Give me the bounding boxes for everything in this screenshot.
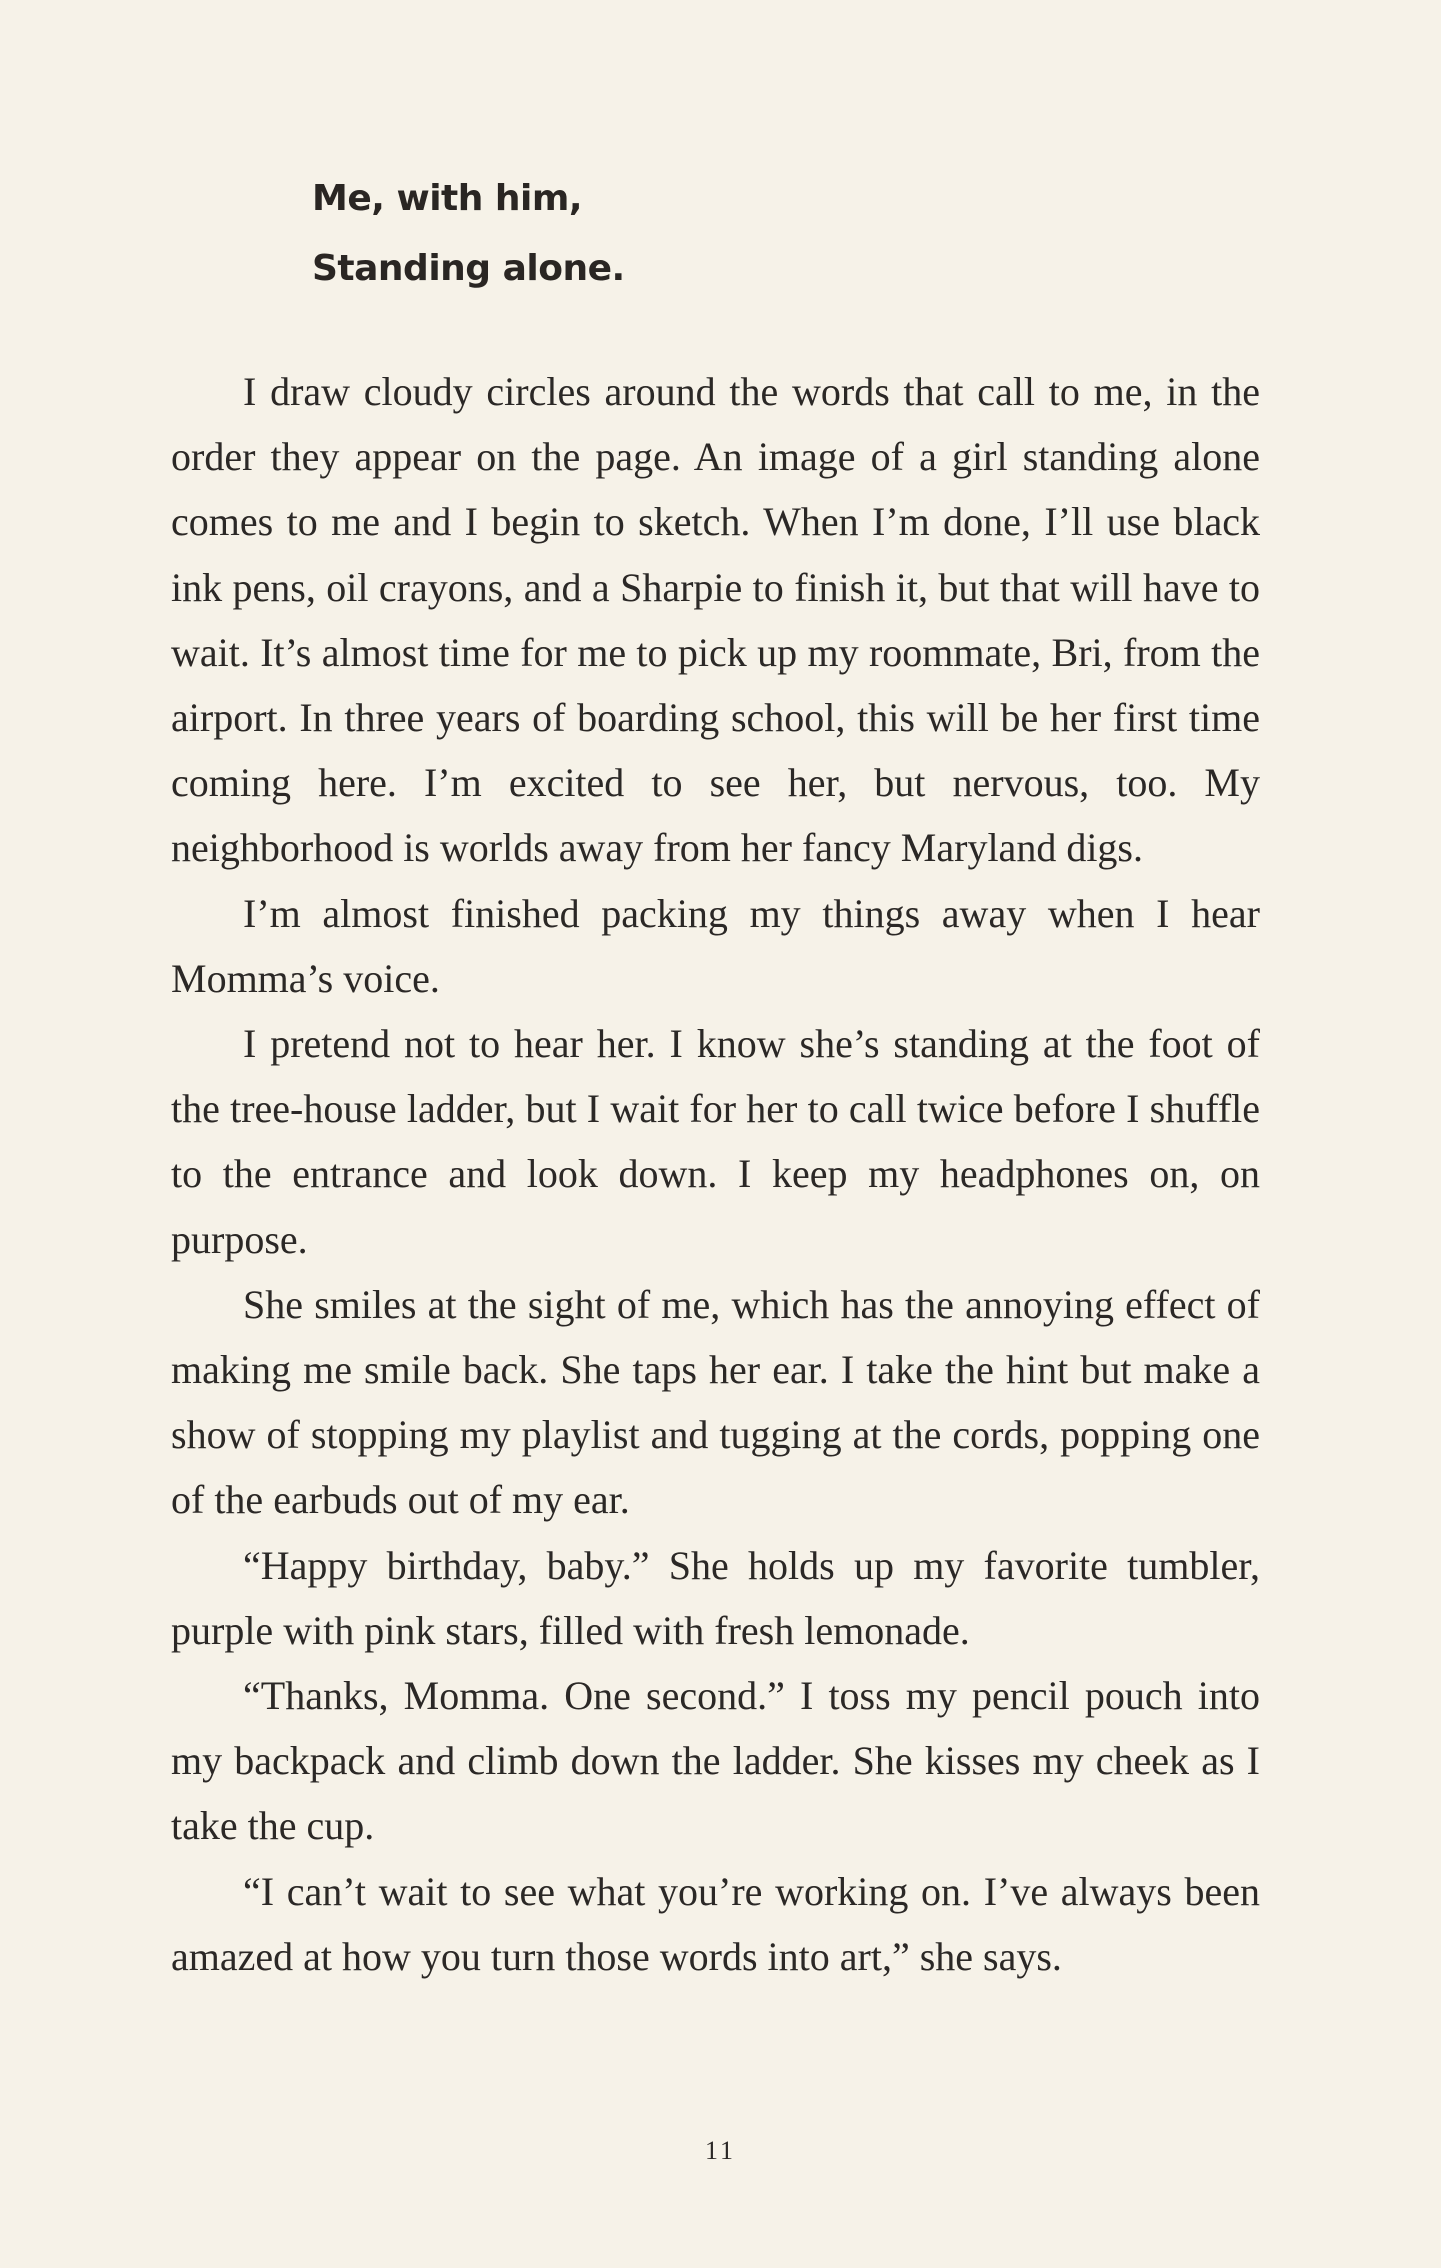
paragraph: I’m almost finished packing my things away when I hear Momma’s voice. bbox=[171, 890, 1260, 1001]
handwritten-poem bbox=[312, 164, 625, 304]
poem-line-2: Standing alone. bbox=[312, 248, 625, 289]
paragraph: “Thanks, Momma. One second.” I toss my pencil pouch into my backpack and climb down the ladder. She kisses my cheek as I take the cup. bbox=[171, 1673, 1260, 1849]
paragraph: I draw cloudy circles around the words that call to me, in the order they appear on the page. An image of a girl standing alone comes to me and I begin to sketch. When I’m done, I’ll use black ink pens, oil crayons, and a Sharpie to finish it, but that will have to wait. It’s almost time for me to pick up my roommate, Bri, from the airport. In three years of boarding school, this will be her first time coming here. I’m excited to see her, but nervous, too. My neighborhood is worlds away from her fancy Maryland digs. bbox=[171, 369, 1260, 871]
page-number: 11 bbox=[704, 2136, 737, 2165]
body-text bbox=[171, 359, 1260, 1989]
paragraph: She smiles at the sight of me, which has the annoying effect of making me smile back. She taps her ear. I take the hint but make a show of stopping my playlist and tugging at the cords, popping one of the earbuds out of my ear. bbox=[171, 1281, 1260, 1523]
paragraph: “Happy birthday, baby.” She holds up my favorite tumbler, purple with pink stars, filled with fresh lemonade. bbox=[171, 1542, 1260, 1653]
paragraph: I pretend not to hear her. I know she’s standing at the foot of the tree-house ladder, but I wait for her to call twice before I shuffle to the entrance and look down. I keep my headphones on, on purpose. bbox=[171, 1021, 1260, 1262]
paragraph: “I can’t wait to see what you’re working on. I’ve always been amazed at how you turn those words into art,” she says. bbox=[171, 1868, 1260, 1979]
poem-line-1: Me, with him, bbox=[312, 178, 583, 219]
